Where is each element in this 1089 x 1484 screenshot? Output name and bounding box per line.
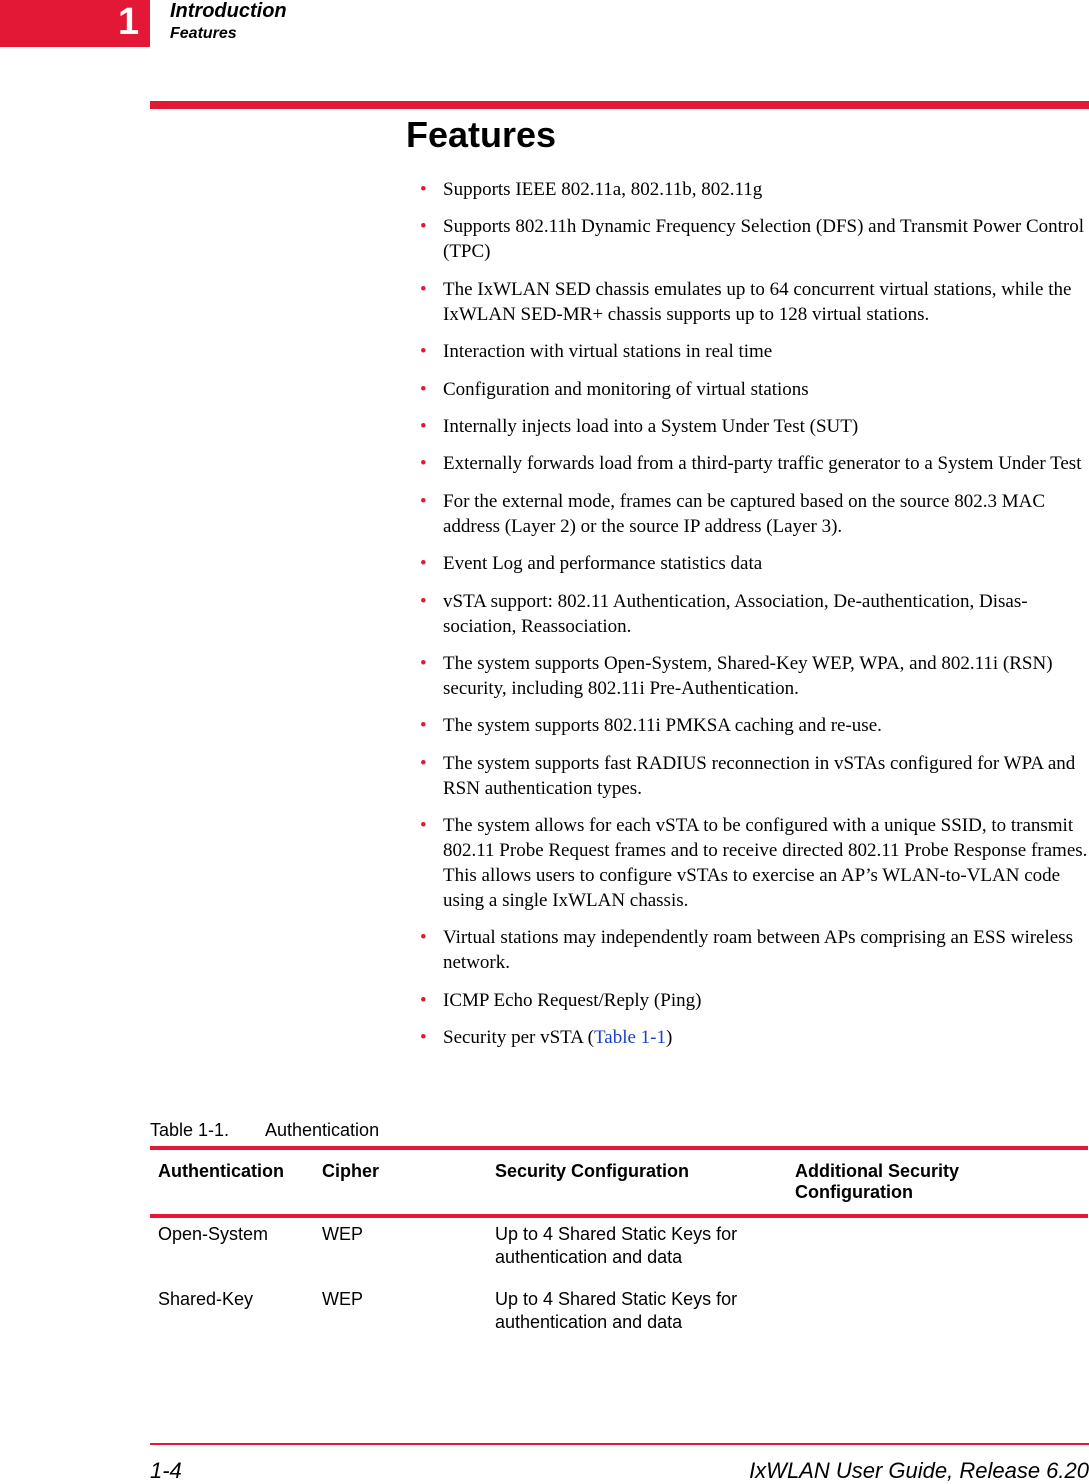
- bullet-icon: •: [420, 378, 427, 400]
- bullet-icon: •: [420, 553, 427, 575]
- list-item: [420, 551, 1089, 576]
- table-cell: WEP: [322, 1224, 364, 1244]
- authentication-table: [150, 1146, 1088, 1348]
- bullet-icon: •: [420, 1027, 427, 1049]
- bullet-icon: •: [420, 490, 427, 512]
- chapter-number: 1: [118, 1, 140, 43]
- list-item-text-suffix: ): [666, 1027, 673, 1049]
- list-item: [420, 377, 1089, 402]
- table-cell: Open-System: [158, 1224, 269, 1244]
- list-item-text: For the external mode, frames can be captured based on the source 802.3 MAC address (Layer 2) or the source IP address (Layer 3).: [443, 490, 1045, 537]
- list-item-text: Virtual stations may independently roam between APs comprising an ESS wireless network.: [443, 927, 1073, 974]
- table-cross-reference-link[interactable]: Table 1-1: [593, 1027, 666, 1049]
- list-item-text: Internally injects load into a System Under Test (SUT): [443, 415, 859, 437]
- column-header: Additional Security Configuration: [787, 1148, 1088, 1216]
- page-number: 1-4: [150, 1458, 182, 1483]
- list-item: [420, 589, 1089, 639]
- list-item-text: The system supports Open-System, Shared-Key WEP, WPA, and 802.11i (RSN) security, including 802.11i Pre-Authentication.: [443, 652, 1053, 699]
- table-header-row: [150, 1148, 1088, 1216]
- list-item: [420, 651, 1089, 701]
- section-title: Features: [406, 114, 557, 155]
- bullet-icon: •: [420, 590, 427, 612]
- table-caption-number: Table 1-1.: [150, 1120, 230, 1140]
- list-item-text: The system supports fast RADIUS reconnection in vSTAs configured for WPA and RSN authentication types.: [443, 752, 1076, 799]
- section-rule: [150, 101, 1089, 109]
- column-header: Cipher: [314, 1148, 487, 1216]
- list-item: [420, 813, 1089, 913]
- table-row: [150, 1283, 1088, 1348]
- table-caption-title: Authentication: [265, 1120, 380, 1140]
- list-item: [420, 489, 1089, 539]
- list-item: [420, 713, 1089, 738]
- bullet-icon: •: [420, 927, 427, 949]
- bullet-icon: •: [420, 989, 427, 1011]
- list-item-text: The system allows for each vSTA to be configured with a unique SSID, to transmit 802.11 Probe Request frames and to receive directed 802.11 Probe Response frames. This allows users to configure vSTAs to exercise an AP’s WLAN-to-VLAN code using a single IxWLAN chassis.: [443, 815, 1088, 912]
- table-row: [150, 1216, 1088, 1283]
- list-item-text: Configuration and monitoring of virtual stations: [443, 378, 809, 400]
- list-item: [420, 414, 1089, 439]
- table-cell: WEP: [322, 1289, 364, 1309]
- table-cell: Shared-Key: [158, 1289, 254, 1309]
- list-item-text: vSTA support: 802.11 Authentication, Association, De-authentication, Disas-sociation, Reassociation.: [443, 590, 1028, 637]
- bullet-icon: •: [420, 652, 427, 674]
- list-item-text: Event Log and performance statistics data: [443, 553, 763, 575]
- bullet-icon: •: [420, 216, 427, 238]
- list-item: [420, 277, 1089, 327]
- list-item-text-prefix: Security per vSTA (: [443, 1027, 594, 1049]
- document-title: IxWLAN User Guide, Release 6.20: [749, 1458, 1089, 1483]
- list-item: [420, 177, 1089, 202]
- list-item-text: The system supports 802.11i PMKSA caching and re-use.: [443, 715, 882, 737]
- running-header-chapter-title: Introduction: [170, 0, 287, 22]
- bullet-icon: •: [420, 453, 427, 475]
- table-cell: Up to 4 Shared Static Keys for authentication and data: [495, 1224, 738, 1267]
- column-header: Security Configuration: [487, 1148, 787, 1216]
- bullet-icon: •: [420, 341, 427, 363]
- list-item: [420, 988, 1089, 1013]
- list-item-text: ICMP Echo Request/Reply (Ping): [443, 989, 702, 1011]
- list-item: [420, 339, 1089, 364]
- footer-rule: [150, 1443, 1089, 1445]
- list-item-text: Externally forwards load from a third-party traffic generator to a System Under Test: [443, 453, 1082, 475]
- bullet-icon: •: [420, 715, 427, 737]
- list-item: [420, 925, 1089, 975]
- chapter-tab: [0, 0, 150, 47]
- bullet-icon: •: [420, 179, 427, 200]
- list-item: [420, 451, 1089, 476]
- table-cell: [787, 1216, 1088, 1283]
- column-header: Authentication: [150, 1148, 314, 1216]
- table-caption: [150, 1118, 379, 1142]
- list-item-text: Supports 802.11h Dynamic Frequency Selection (DFS) and Transmit Power Control (TPC): [443, 216, 1085, 263]
- bullet-icon: •: [420, 815, 427, 837]
- table-cell: Up to 4 Shared Static Keys for authentication and data: [495, 1289, 738, 1332]
- list-item: [420, 214, 1089, 264]
- list-item: [420, 1025, 1089, 1050]
- list-item-text: Supports IEEE 802.11a, 802.11b, 802.11g: [443, 179, 763, 200]
- table-cell: [787, 1283, 1088, 1348]
- bullet-icon: •: [420, 752, 427, 774]
- list-item: [420, 751, 1089, 801]
- list-item-text: The IxWLAN SED chassis emulates up to 64 concurrent virtual stations, while the IxWLAN SED-MR+ chassis supports up to 128 virtual stations.: [443, 278, 1072, 325]
- bullet-icon: •: [420, 415, 427, 437]
- list-item-text: Interaction with virtual stations in real time: [443, 341, 773, 363]
- feature-list: [420, 177, 1089, 1063]
- bullet-icon: •: [420, 278, 427, 300]
- running-header-section-name: Features: [170, 25, 237, 42]
